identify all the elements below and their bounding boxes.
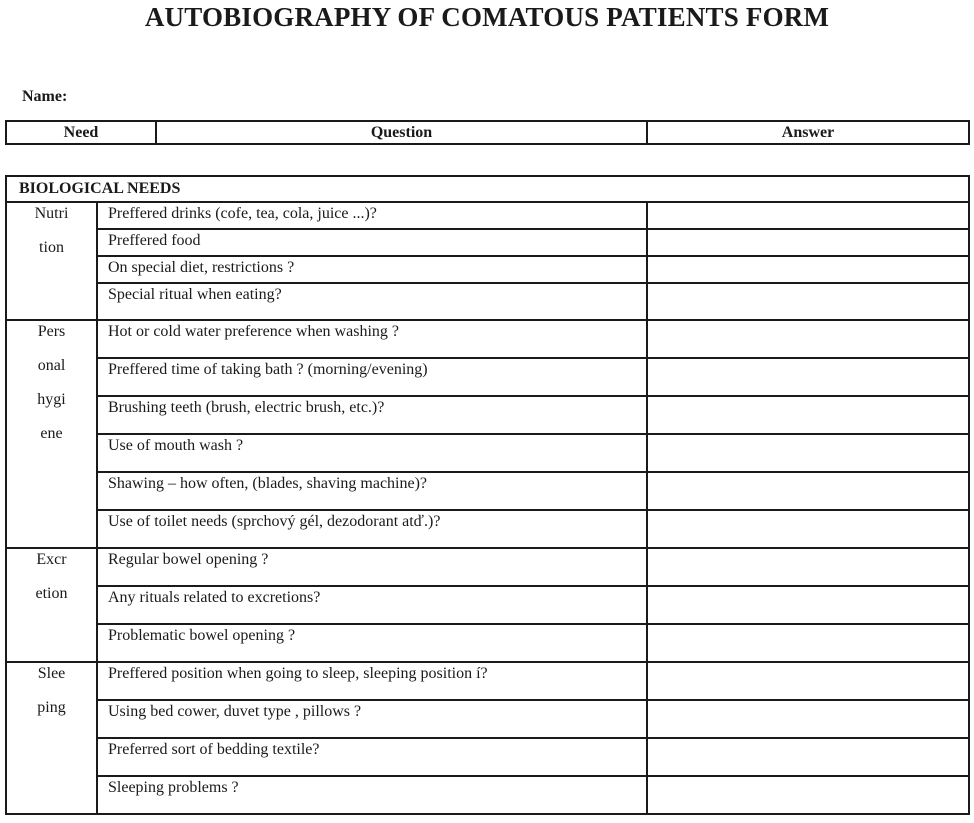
question-text: Brushing teeth (brush, electric brush, etc.)? xyxy=(97,396,647,434)
question-text: Shawing – how often, (blades, shaving machine)? xyxy=(97,472,647,510)
question-text: Preffered drinks (cofe, tea, cola, juice ...)? xyxy=(97,202,647,229)
question-row xyxy=(6,320,969,358)
question-text: Regular bowel opening ? xyxy=(97,548,647,586)
question-text: Preffered food xyxy=(97,229,647,256)
need-category-label: onal xyxy=(37,357,66,374)
question-row xyxy=(6,472,969,510)
question-text: Using bed cower, duvet type , pillows ? xyxy=(97,700,647,738)
answer-field[interactable] xyxy=(647,358,969,396)
question-text: Special ritual when eating? xyxy=(97,283,647,320)
form-title: AUTOBIOGRAPHY OF COMATOUS PATIENTS FORM xyxy=(144,2,830,32)
header-row xyxy=(6,121,969,144)
name-label: Name: xyxy=(22,88,68,105)
need-category-label: ene xyxy=(40,425,63,442)
answer-field[interactable] xyxy=(647,700,969,738)
need-category-cell xyxy=(6,202,97,320)
question-row xyxy=(6,202,969,229)
answer-field[interactable] xyxy=(647,776,969,814)
answer-field[interactable] xyxy=(647,202,969,229)
header-answer: Answer xyxy=(647,121,969,144)
question-text: Preffered position when going to sleep, sleeping position í? xyxy=(97,662,647,700)
question-text: Use of mouth wash ? xyxy=(97,434,647,472)
header-question: Question xyxy=(156,121,647,144)
question-row xyxy=(6,229,969,256)
question-row xyxy=(6,700,969,738)
answer-field[interactable] xyxy=(647,229,969,256)
question-text: Problematic bowel opening ? xyxy=(97,624,647,662)
need-category-label: ping xyxy=(37,699,66,716)
need-category-label: etion xyxy=(35,585,68,602)
question-row xyxy=(6,776,969,814)
question-text: Preferred sort of bedding textile? xyxy=(97,738,647,776)
question-text: Preffered time of taking bath ? (morning/evening) xyxy=(97,358,647,396)
answer-field[interactable] xyxy=(647,396,969,434)
question-row xyxy=(6,283,969,320)
answer-field[interactable] xyxy=(647,283,969,320)
need-category-label: Pers xyxy=(37,323,66,340)
question-row xyxy=(6,510,969,548)
answer-field[interactable] xyxy=(647,510,969,548)
question-text: On special diet, restrictions ? xyxy=(97,256,647,283)
question-text: Hot or cold water preference when washing ? xyxy=(97,320,647,358)
need-category-cell xyxy=(6,320,97,548)
answer-field[interactable] xyxy=(647,738,969,776)
section-row xyxy=(6,176,969,202)
question-text: Sleeping problems ? xyxy=(97,776,647,814)
question-row xyxy=(6,434,969,472)
question-row xyxy=(6,662,969,700)
need-category-label: Nutri xyxy=(34,205,69,222)
answer-field[interactable] xyxy=(647,586,969,624)
question-row xyxy=(6,624,969,662)
answer-field[interactable] xyxy=(647,472,969,510)
need-category-label: tion xyxy=(39,239,64,256)
need-category-label: hygi xyxy=(37,391,66,408)
need-category-cell xyxy=(6,548,97,662)
need-category-label: Slee xyxy=(37,665,66,682)
question-text: Any rituals related to excretions? xyxy=(97,586,647,624)
needs-table xyxy=(5,175,970,815)
answer-field[interactable] xyxy=(647,256,969,283)
question-row xyxy=(6,396,969,434)
question-text: Use of toilet needs (sprchový gél, dezodorant atď.)? xyxy=(97,510,647,548)
question-row xyxy=(6,738,969,776)
question-row xyxy=(6,256,969,283)
answer-field[interactable] xyxy=(647,320,969,358)
header-table xyxy=(5,120,970,145)
question-row xyxy=(6,586,969,624)
question-row xyxy=(6,358,969,396)
section-title: BIOLOGICAL NEEDS xyxy=(6,176,969,202)
answer-field[interactable] xyxy=(647,624,969,662)
header-need: Need xyxy=(6,121,156,144)
answer-field[interactable] xyxy=(647,662,969,700)
answer-field[interactable] xyxy=(647,434,969,472)
answer-field[interactable] xyxy=(647,548,969,586)
needs-table-body xyxy=(6,176,969,814)
question-row xyxy=(6,548,969,586)
need-category-label: Excr xyxy=(36,551,67,568)
need-category-cell xyxy=(6,662,97,814)
